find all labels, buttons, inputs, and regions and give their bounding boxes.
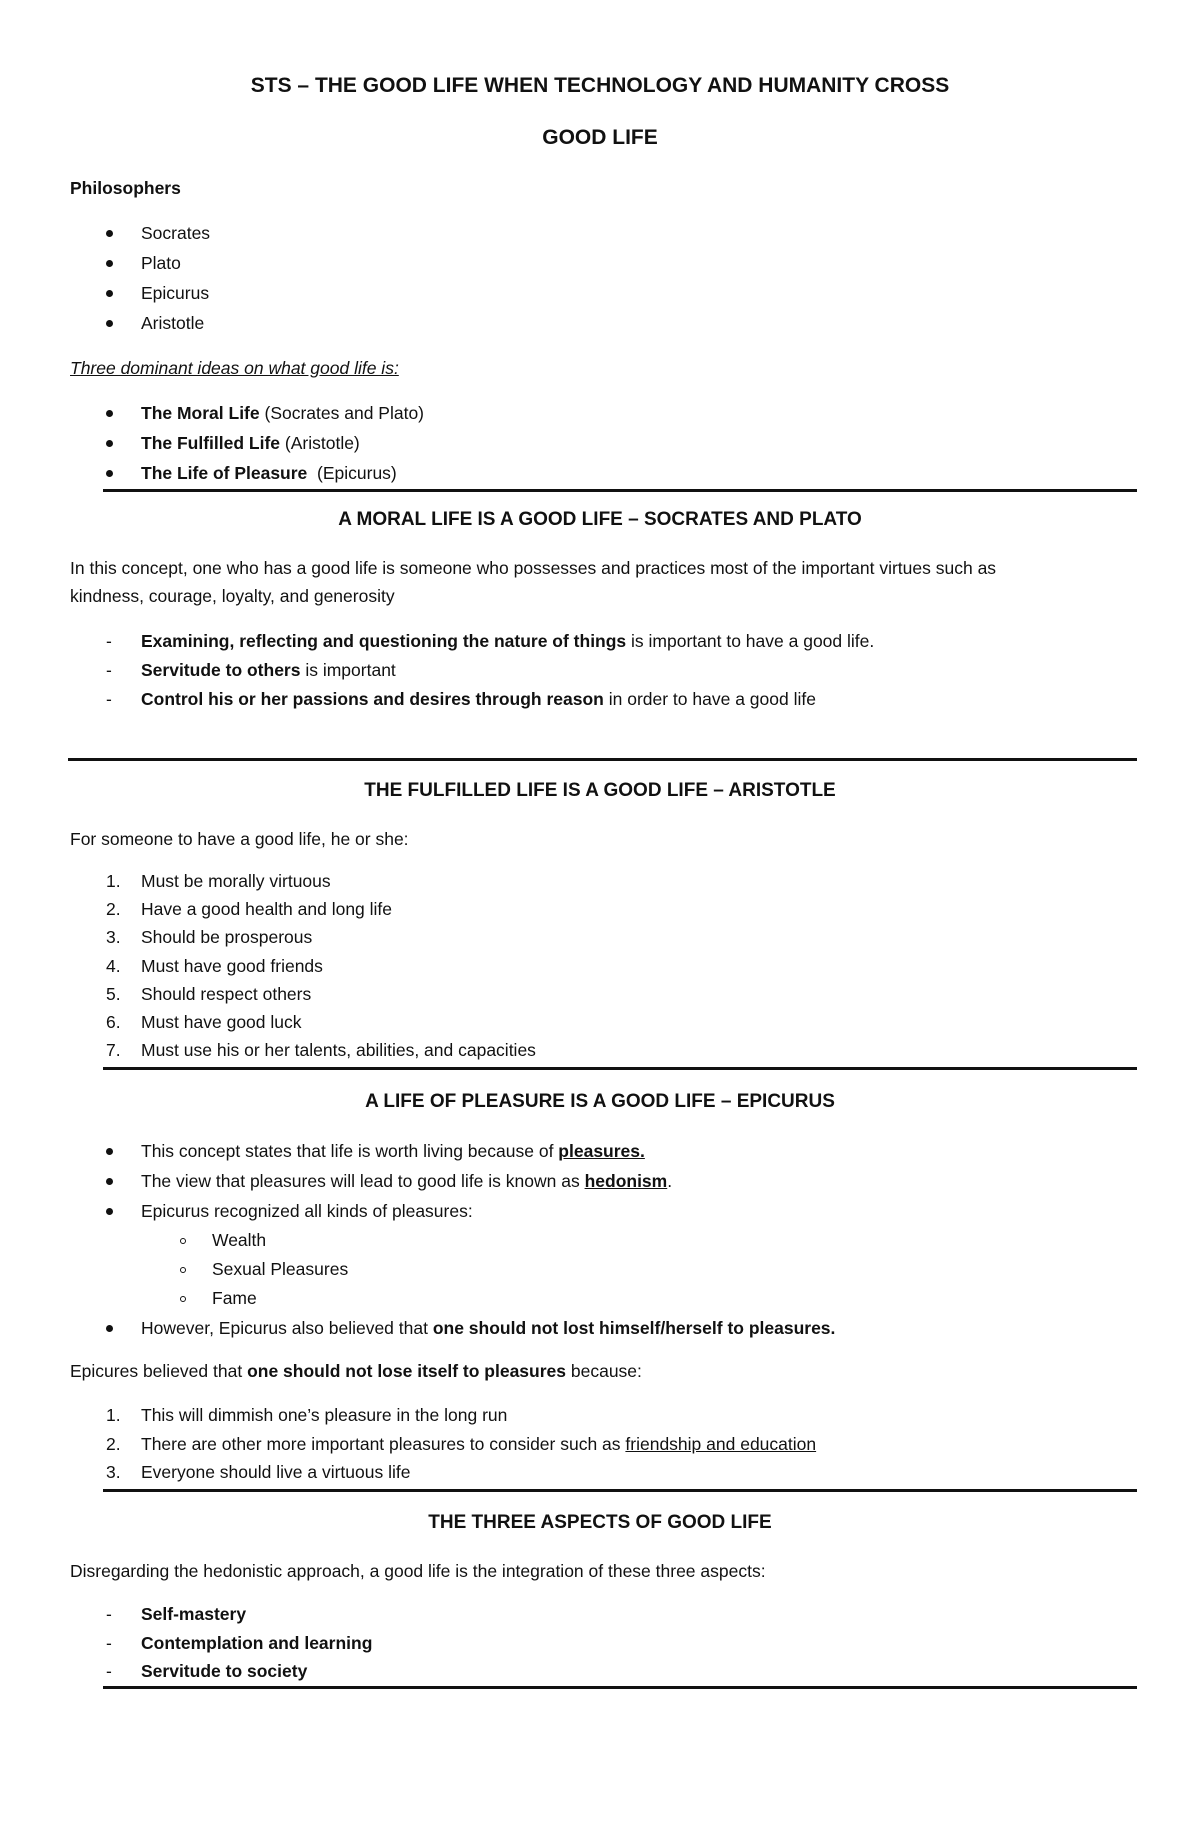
idea-item: The Moral Life (Socrates and Plato) [141, 403, 425, 423]
fulfilled-item: Should respect others [141, 984, 312, 1004]
sub-bullet-icon [180, 1267, 186, 1273]
list-number: 7. [106, 1040, 121, 1060]
moral-item: Examining, reflecting and questioning the nature of things is important to have a good life. [141, 631, 875, 651]
sub-bullet-icon [180, 1296, 186, 1302]
section-heading-pleasure: A LIFE OF PLEASURE IS A GOOD LIFE – EPICURUS [365, 1091, 835, 1112]
list-number: 1. [106, 1405, 121, 1425]
philosopher-item: Plato [141, 253, 181, 273]
dash-marker: - [106, 1604, 112, 1624]
pleasure-sub-item: Fame [212, 1288, 257, 1308]
pleasure-item: The view that pleasures will lead to good life is known as hedonism. [141, 1171, 673, 1191]
moral-paragraph-line1: In this concept, one who has a good life is someone who possesses and practices most of the important virtues such as [70, 558, 997, 578]
ideas-label: Three dominant ideas on what good life is: [70, 358, 399, 378]
dash-marker: - [106, 689, 112, 709]
bullet-icon [106, 1148, 113, 1155]
pleasure-reason-item: This will dimmish one’s pleasure in the long run [141, 1405, 508, 1425]
idea-item: The Life of Pleasure (Epicurus) [141, 463, 397, 483]
section-divider [103, 1489, 1137, 1492]
section-heading-aspects: THE THREE ASPECTS OF GOOD LIFE [428, 1512, 772, 1533]
list-number: 5. [106, 984, 121, 1004]
document-title: STS – THE GOOD LIFE WHEN TECHNOLOGY AND HUMANITY CROSS [250, 74, 950, 97]
dash-marker: - [106, 1661, 112, 1681]
philosophers-label: Philosophers [70, 178, 181, 198]
section-divider [103, 1686, 1137, 1689]
bullet-icon [106, 320, 113, 327]
document-subtitle: GOOD LIFE [542, 126, 658, 149]
dash-marker: - [106, 631, 112, 651]
moral-paragraph-line2: kindness, courage, loyalty, and generosity [70, 586, 395, 606]
pleasure-item: This concept states that life is worth living because of pleasures. [141, 1141, 645, 1161]
list-number: 3. [106, 1462, 121, 1482]
section-heading-fulfilled: THE FULFILLED LIFE IS A GOOD LIFE – ARISTOTLE [364, 780, 836, 801]
aspect-item: Contemplation and learning [141, 1633, 373, 1653]
pleasure-sub-item: Wealth [212, 1230, 267, 1250]
fulfilled-item: Have a good health and long life [141, 899, 393, 919]
pleasure-sub-item: Sexual Pleasures [212, 1259, 349, 1279]
bullet-icon [106, 440, 113, 447]
section-divider [103, 489, 1137, 492]
pleasure-item: However, Epicurus also believed that one should not lost himself/herself to pleasures. [141, 1318, 836, 1338]
bullet-icon [106, 1325, 113, 1332]
list-number: 3. [106, 927, 121, 947]
section-divider [68, 758, 1137, 761]
list-number: 1. [106, 871, 121, 891]
list-number: 6. [106, 1012, 121, 1032]
sub-bullet-icon [180, 1238, 186, 1244]
philosopher-item: Aristotle [141, 313, 205, 333]
fulfilled-intro: For someone to have a good life, he or she: [70, 829, 409, 849]
moral-item: Control his or her passions and desires through reason in order to have a good life [141, 689, 816, 709]
philosopher-item: Socrates [141, 223, 211, 243]
philosopher-item: Epicurus [141, 283, 210, 303]
idea-item: The Fulfilled Life (Aristotle) [141, 433, 360, 453]
moral-item: Servitude to others is important [141, 660, 396, 680]
list-number: 2. [106, 899, 121, 919]
fulfilled-item: Must use his or her talents, abilities, and capacities [141, 1040, 536, 1060]
aspect-item: Self-mastery [141, 1604, 247, 1624]
bullet-icon [106, 410, 113, 417]
bullet-icon [106, 290, 113, 297]
fulfilled-item: Should be prosperous [141, 927, 313, 947]
bullet-icon [106, 260, 113, 267]
pleasure-reason-intro: Epicures believed that one should not lose itself to pleasures because: [70, 1361, 642, 1381]
pleasure-reason-item: There are other more important pleasures to consider such as friendship and education [141, 1434, 817, 1454]
aspect-item: Servitude to society [141, 1661, 308, 1681]
dash-marker: - [106, 660, 112, 680]
fulfilled-item: Must have good luck [141, 1012, 302, 1032]
bullet-icon [106, 1208, 113, 1215]
bullet-icon [106, 1178, 113, 1185]
list-number: 2. [106, 1434, 121, 1454]
bullet-icon [106, 470, 113, 477]
pleasure-reason-item: Everyone should live a virtuous life [141, 1462, 411, 1482]
section-divider [103, 1067, 1137, 1070]
section-heading-moral: A MORAL LIFE IS A GOOD LIFE – SOCRATES AND PLATO [338, 509, 862, 530]
dash-marker: - [106, 1633, 112, 1653]
bullet-icon [106, 230, 113, 237]
fulfilled-item: Must be morally virtuous [141, 871, 331, 891]
aspects-intro: Disregarding the hedonistic approach, a good life is the integration of these three aspects: [70, 1561, 766, 1581]
fulfilled-item: Must have good friends [141, 956, 323, 976]
pleasure-item: Epicurus recognized all kinds of pleasures: [141, 1201, 473, 1221]
list-number: 4. [106, 956, 121, 976]
